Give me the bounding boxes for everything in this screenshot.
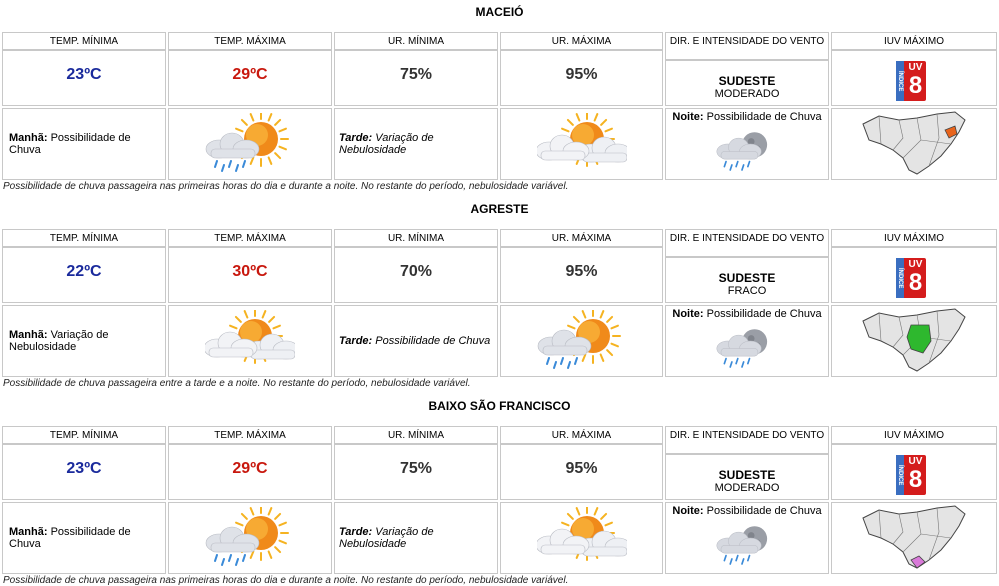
uv-cell: [831, 247, 997, 303]
morning-text: Possibilidade de Chuva: [9, 132, 131, 156]
temp-max-text: 30ºC: [232, 263, 268, 280]
header-temp-max: TEMP. MÁXIMA: [168, 229, 332, 247]
region-block: [0, 0, 999, 197]
rain-sun-cloud-icon: [537, 310, 627, 372]
afternoon-icon-cell: [500, 502, 663, 574]
ur-max-text: 95%: [565, 263, 598, 280]
afternoon-icon-cell: [500, 108, 663, 180]
region-map-cell: [831, 502, 997, 574]
afternoon-label-wrap: [339, 526, 372, 538]
header-wind: DIR. E INTENSIDADE DO VENTO: [665, 229, 829, 257]
afternoon-label-wrap: [339, 335, 372, 347]
ur-min-text: 75%: [399, 460, 433, 477]
header-ur-max: UR. MÁXIMA: [500, 229, 663, 247]
morning-text: Variação de Nebulosidade: [9, 329, 109, 353]
region-title: AGRESTE: [470, 202, 529, 216]
value-ur-min: [334, 247, 498, 303]
sun-cloud-icon: [537, 507, 627, 569]
afternoon-label: Tarde:: [339, 132, 373, 144]
night-forecast: [672, 111, 822, 123]
wind-intensity: MODERADO: [714, 88, 780, 100]
uv-index-badge: [896, 258, 926, 298]
ur-min-text: 70%: [399, 263, 433, 280]
uv-cell: [831, 50, 997, 106]
temp-min-text: 23ºC: [66, 66, 102, 83]
ur-max-text: 95%: [565, 460, 598, 477]
value-temp-max: [168, 444, 332, 500]
morning-forecast: [9, 329, 159, 353]
morning-icon-cell: [168, 108, 332, 180]
morning-icon-cell: [168, 502, 332, 574]
wind-direction: SUDESTE: [718, 74, 776, 88]
alagoas-map-icon: [859, 307, 969, 375]
header-ur-min: UR. MÍNIMA: [334, 426, 498, 444]
morning-icon-cell: [168, 305, 332, 377]
uv-side-label: ÍNDICE: [896, 455, 904, 495]
temp-max-text: 29ºC: [232, 66, 268, 83]
moon-rain-cloud-icon: [702, 517, 792, 569]
rain-sun-cloud-icon: [205, 507, 295, 569]
value-temp-max: [168, 50, 332, 106]
morning-text-cell: [2, 502, 166, 574]
region-map-cell: [831, 305, 997, 377]
value-temp-min: [2, 444, 166, 500]
temp-max-text: 29ºC: [232, 460, 268, 477]
header-wind: DIR. E INTENSIDADE DO VENTO: [665, 32, 829, 60]
afternoon-text: Variação de Nebulosidade: [339, 526, 434, 550]
region-map-cell: [831, 108, 997, 180]
afternoon-text-cell: [334, 305, 498, 377]
night-text: Possibilidade de Chuva: [706, 308, 822, 320]
value-ur-max: [500, 444, 663, 500]
afternoon-label: Tarde:: [339, 526, 373, 538]
uv-label: UV: [908, 456, 923, 467]
uv-label: UV: [908, 259, 923, 270]
uv-cell: [831, 444, 997, 500]
night-label: Noite:: [672, 505, 704, 517]
morning-text: Possibilidade de Chuva: [9, 526, 131, 550]
header-ur-min: UR. MÍNIMA: [334, 229, 498, 247]
uv-side-label: ÍNDICE: [896, 61, 904, 101]
temp-min-text: 23ºC: [66, 460, 102, 477]
ur-min-text: 75%: [399, 66, 433, 83]
night-cell: [665, 502, 829, 574]
afternoon-text: Possibilidade de Chuva: [375, 335, 491, 347]
value-temp-min: [2, 247, 166, 303]
night-text: Possibilidade de Chuva: [706, 505, 822, 517]
value-temp-max: [168, 247, 332, 303]
uv-value: 8: [908, 466, 923, 493]
header-temp-min: TEMP. MÍNIMA: [2, 229, 166, 247]
morning-label: Manhã:: [9, 526, 48, 538]
header-iuv: IUV MÁXIMO: [831, 426, 997, 444]
night-label: Noite:: [672, 308, 704, 320]
afternoon-label-wrap: [339, 132, 372, 144]
night-label: Noite:: [672, 111, 704, 123]
moon-rain-cloud-icon: [702, 320, 792, 372]
region-summary: Possibilidade de chuva passageira entre a tarde e a noite. No restante do período, nebulosidade variável.: [3, 378, 471, 389]
uv-value: 8: [908, 72, 923, 99]
region-block: [0, 197, 999, 394]
sun-cloud-icon: [537, 113, 627, 175]
value-ur-min: [334, 444, 498, 500]
value-temp-min: [2, 50, 166, 106]
region-summary: Possibilidade de chuva passageira nas primeiras horas do dia e durante a noite. No restante do período, nebulosidade variável.: [3, 575, 569, 586]
wind-cell: [665, 60, 829, 106]
wind-direction: SUDESTE: [718, 468, 776, 482]
afternoon-text-cell: [334, 502, 498, 574]
morning-label: Manhã:: [9, 329, 48, 341]
region-title: MACEIÓ: [475, 5, 524, 19]
night-forecast: [672, 308, 822, 320]
header-temp-min: TEMP. MÍNIMA: [2, 426, 166, 444]
header-temp-max: TEMP. MÁXIMA: [168, 32, 332, 50]
night-forecast: [672, 505, 822, 517]
morning-text-cell: [2, 305, 166, 377]
morning-forecast: [9, 132, 159, 156]
temp-min-text: 22ºC: [66, 263, 102, 280]
afternoon-forecast: [339, 132, 493, 156]
afternoon-icon-cell: [500, 305, 663, 377]
wind-intensity: MODERADO: [714, 482, 780, 494]
uv-label: UV: [908, 62, 923, 73]
uv-index-badge: [896, 61, 926, 101]
uv-index-badge: [896, 455, 926, 495]
afternoon-text: Variação de Nebulosidade: [339, 132, 434, 156]
header-iuv: IUV MÁXIMO: [831, 229, 997, 247]
wind-intensity: FRACO: [727, 285, 767, 297]
rain-sun-cloud-icon: [205, 113, 295, 175]
morning-forecast: [9, 526, 159, 550]
morning-label: Manhã:: [9, 132, 48, 144]
morning-text-cell: [2, 108, 166, 180]
sun-cloud-icon: [205, 310, 295, 372]
night-text: Possibilidade de Chuva: [706, 111, 822, 123]
uv-value: 8: [908, 269, 923, 296]
value-ur-min: [334, 50, 498, 106]
moon-rain-cloud-icon: [702, 123, 792, 175]
header-ur-max: UR. MÁXIMA: [500, 426, 663, 444]
wind-cell: [665, 257, 829, 303]
night-cell: [665, 305, 829, 377]
header-iuv: IUV MÁXIMO: [831, 32, 997, 50]
afternoon-forecast: [339, 335, 490, 347]
header-ur-min: UR. MÍNIMA: [334, 32, 498, 50]
alagoas-map-icon: [859, 110, 969, 178]
region-title: BAIXO SÃO FRANCISCO: [428, 399, 571, 413]
region-block: [0, 394, 999, 586]
value-ur-max: [500, 50, 663, 106]
header-wind: DIR. E INTENSIDADE DO VENTO: [665, 426, 829, 454]
afternoon-forecast: [339, 526, 493, 550]
afternoon-label: Tarde:: [339, 335, 373, 347]
night-cell: [665, 108, 829, 180]
alagoas-map-icon: [859, 504, 969, 572]
region-summary: Possibilidade de chuva passageira nas primeiras horas do dia e durante a noite. No restante do período, nebulosidade variável.: [3, 181, 569, 192]
header-temp-min: TEMP. MÍNIMA: [2, 32, 166, 50]
value-ur-max: [500, 247, 663, 303]
wind-direction: SUDESTE: [718, 271, 776, 285]
wind-cell: [665, 454, 829, 500]
ur-max-text: 95%: [565, 66, 598, 83]
header-temp-max: TEMP. MÁXIMA: [168, 426, 332, 444]
afternoon-text-cell: [334, 108, 498, 180]
uv-side-label: ÍNDICE: [896, 258, 904, 298]
header-ur-max: UR. MÁXIMA: [500, 32, 663, 50]
